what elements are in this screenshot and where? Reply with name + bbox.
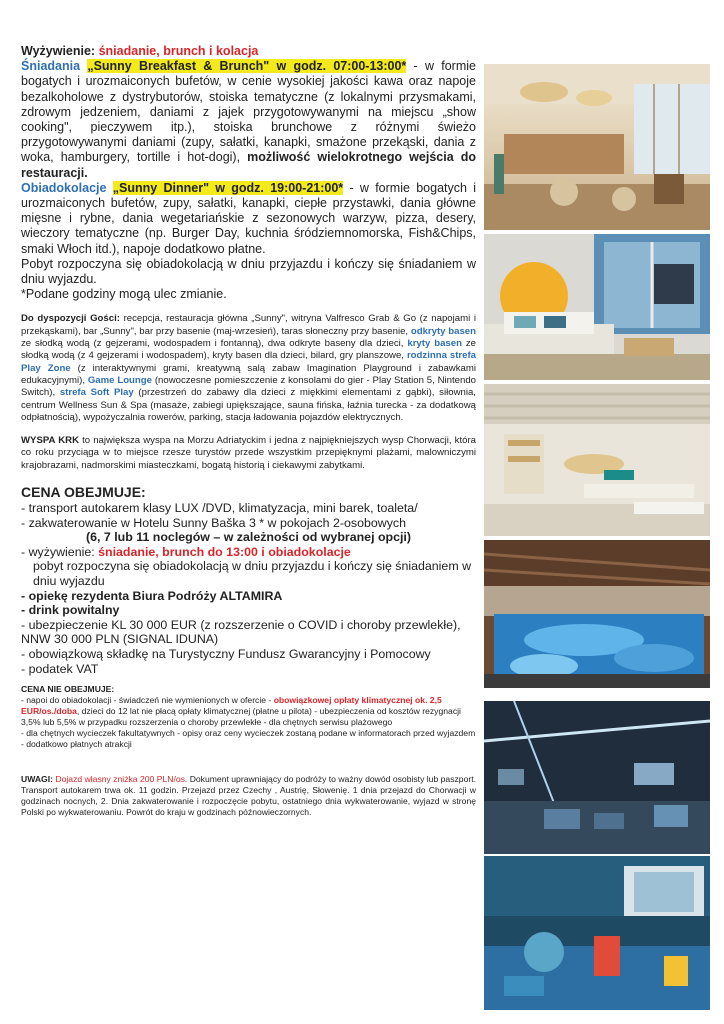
includes-item: - obowiązkową składkę na Turystyczny Fundusz Gwarancyjny i Pomocowy bbox=[21, 646, 431, 661]
includes-item: - zakwaterowanie w Hotelu Sunny Baška 3 * w pokojach 2-osobowych bbox=[21, 515, 406, 530]
includes-item: - ubezpieczenie KL 30 000 EUR (z rozszerzenie o COVID i choroby przewlekłe), NNW 30 000 PLN (SIGNAL IDUNA) bbox=[21, 617, 461, 647]
hotel-room-photo bbox=[484, 234, 710, 380]
stay-info: Pobyt rozpoczyna się obiadokolacją w dniu przyjazdu i kończy się śniadaniem w dniu wyjazdu. bbox=[21, 256, 476, 287]
game-lounge-photo bbox=[484, 701, 710, 854]
main-column bbox=[21, 44, 476, 818]
includes-item: - podatek VAT bbox=[21, 661, 99, 676]
includes-section bbox=[21, 484, 476, 676]
hours-note: *Podane godziny mogą ulec zmianie. bbox=[21, 287, 227, 302]
restaurant-photo bbox=[484, 64, 710, 230]
excludes-item: - napoi do obiadokolacji - świadczeń nie wymienionych w ofercie - obowiązkowej opłaty klimatycznej ok. 2,5 EUR/os./doba, dzieci do 12 lat nie płacą opłaty klimatycznej (płatne u pilota) - ubezpieczenia od kosztów rezygnacji 3,5% lub 5,5% w przypadku rozszerzenia o choroby przewlekłe - dla chętnych serwisu plażowego bbox=[21, 695, 461, 728]
pool-terrace-photo bbox=[484, 384, 710, 536]
breakfast-paragraph: Śniadania „Sunny Breakfast & Brunch" w godz. 07:00-13:00* - w formie bogatych i urozmaiconych bufetów, w cenie wysokiej jakości kawa oraz napoje bezalkoholowe z dystrybutorów, stoiska tematyczne (z lokalnymi przysmakami, zdrowym jedzeniem, daniami z jajek przygotowywanymi na miejscu „show cooking", pieczywem itp.), stoiska brunchowe z różnymi świeżo przygotowywanymi daniami (zupy, sałatki, kanapki, smażone przekąski, dania z woka, hamburgery, tortille i hot-dogi), możliwość wielokrotnego wejścia do restauracji. bbox=[21, 59, 476, 180]
dinner-paragraph: Obiadokolacje „Sunny Dinner" w godz. 19:00-21:00* - w formie bogatych i urozmaiconych bufetów, zupy, sałatki, kanapki, ciepłe przystawki, dania główne mięsne i rybne, dania wegetariańskie z sezonowych warzyw, pizza, desery, wieczory tematyczne (np. Burger Day, kuchnia śródziemnomorska, Fish&Chips, smaki Włoch itd.), napoje dodatkowo płatne. bbox=[21, 180, 477, 256]
notes-paragraph: UWAGI: Dojazd własny zniżka 200 PLN/os. Dokument uprawniający do podróży to ważny dowód osobisty lub paszport. Transport autokarem trwa ok. 11 godzin. Przejazd przez Czechy , Austrię, Słowenię. 1 dnia przejazd do Chorwacji w godzinach nocnych, 2. Dnia zakwaterowanie i rozpoczęcie pobytu, ostatniego dnia wykwaterowanie, wyjazd w stronę Polski po wykwaterowaniu. Powrót do kraju w godzinach późnowieczornych. bbox=[21, 774, 476, 818]
excludes-item: - dodatkowo płatnych atrakcji bbox=[21, 739, 132, 750]
facilities-paragraph: Do dyspozycji Gości: recepcja, restauracja główna „Sunny", witryna Valfresco Grab & Go (z napojami i przekąskami), bar „Sunny", bar przy basenie (maj-wrzesień), taras słoneczny przy basenie, odkryty basen ze słodką wodą (z gejzerami, wodospadem i fontanną), dwa odkryte baseny dla dzieci, kryty basen ze słodką wodą (z 4 gejzerami i wodospadem), kryty basen dla dzieci, bilard, gry planszowe, rodzinna strefa Play Zone (z interaktywnymi grami, kreatywną salą zabaw Imagination Playground i zabawkami edukacyjnymi), Game Lounge (nowoczesne pomieszczenie z konsolami do gier - Play Station 5, Nintendo Switch), strefa Soft Play (przestrzeń do zabawy dla dzieci z miękkimi elementami z gąbki), siłownia, centrum Wellness Sun & Spa (masaże, zabiegi upiększające, sauna fińska, łaźnia turecka - za dodatkową odpłatnością), wypożyczalnia rowerów, parking, stacja ładowania pojazdów elektrycznych. bbox=[21, 313, 477, 423]
excludes-section bbox=[21, 684, 476, 750]
includes-item: - wyżywienie: śniadanie, brunch do 13:00 i obiadokolacje bbox=[21, 544, 351, 559]
includes-heading: CENA OBEJMUJE: bbox=[21, 484, 146, 501]
indoor-pool-photo bbox=[484, 540, 710, 688]
excludes-item: - dla chętnych wycieczek fakultatywnych - opisy oraz ceny wycieczek zostaną podane w informatorach przed wyjazdem bbox=[21, 728, 476, 739]
includes-item: pobyt rozpoczyna się obiadokolacją w dniu przyjazdu i kończy się śniadaniem w dniu wyjazdu bbox=[33, 559, 472, 588]
includes-item: - opiekę rezydenta Biura Podróży ALTAMIRA bbox=[21, 588, 283, 603]
excludes-heading: CENA NIE OBEJMUJE: bbox=[21, 684, 115, 695]
island-paragraph: WYSPA KRK to największa wyspa na Morzu Adriatyckim i jedna z najpiękniejszych wysp Chorwacji, która co roku przyciąga w to miejsce rzesze turystów przede wszystkim przepięknymi plażami, malowniczymi krajobrazami, nadmorskimi miasteczkami, bogatą historią i ciekawymi zabytkami. bbox=[21, 435, 477, 471]
includes-item: - drink powitalny bbox=[21, 603, 120, 618]
includes-item: (6, 7 lub 11 noclegów – w zależności od wybranej opcji) bbox=[86, 530, 411, 545]
play-zone-photo bbox=[484, 856, 710, 1010]
includes-item: - transport autokarem klasy LUX /DVD, klimatyzacja, mini barek, toaleta/ bbox=[21, 501, 418, 516]
meals-heading: Wyżywienie: śniadanie, brunch i kolacja bbox=[21, 44, 259, 58]
